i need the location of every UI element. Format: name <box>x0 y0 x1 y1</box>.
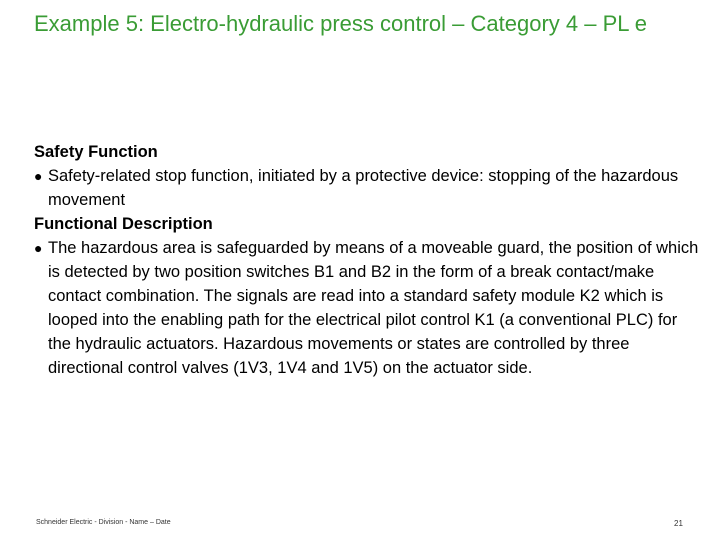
bullet-text: The hazardous area is safeguarded by means of a moveable guard, the position of which is detected by two position switches B1 and B2 in the form of a break contact/make contact combination. The signals are read into a standard safety module K2 which is looped into the enabling path for the electrical pilot control K1 (a conventional PLC) for the hydraulic actuators. Hazardous movements or states are controlled by three directional control valves (1V3, 1V4 and 1V5) on the actuator side. <box>48 239 699 377</box>
bullet-text: Safety-related stop function, initiated by a protective device: stopping of the hazardous movement <box>48 167 679 209</box>
section-heading-functional-description: Functional Description <box>34 215 213 233</box>
footer-text: Schneider Electric - Division - Name – Date <box>36 519 171 526</box>
bullet-item <box>34 164 699 212</box>
page-number: 21 <box>674 519 683 528</box>
bullet-dot-icon: ● <box>34 168 43 184</box>
bullet-item <box>34 236 699 380</box>
bullet-dot-icon: ● <box>34 240 43 256</box>
slide-title: Example 5: Electro-hydraulic press control – Category 4 – PL e <box>34 11 648 36</box>
slide-body <box>34 140 699 380</box>
section-heading-safety-function: Safety Function <box>34 143 158 161</box>
